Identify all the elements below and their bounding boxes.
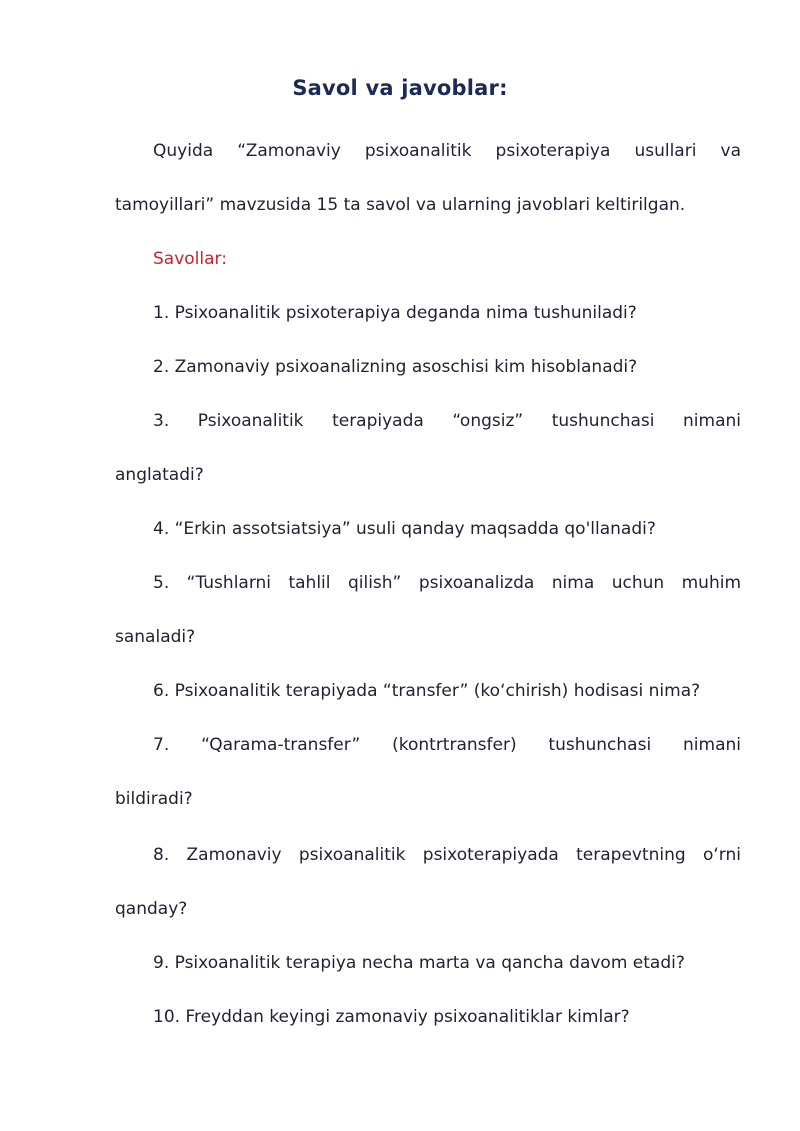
question-6: 6. Psixoanalitik terapiyada “transfer” (ko‘chirish) hodisasi nima? bbox=[153, 681, 701, 701]
question-2: 2. Zamonaviy psixoanalizning asoschisi kim hisoblanadi? bbox=[153, 357, 638, 377]
intro-line-1: Quyida “Zamonaviy psixoanalitik psixoterapiya usullari va bbox=[153, 141, 741, 161]
question-8-line-1: 8. Zamonaviy psixoanalitik psixoterapiyada terapevtning o‘rni bbox=[153, 845, 741, 865]
question-1: 1. Psixoanalitik psixoterapiya deganda nima tushuniladi? bbox=[153, 303, 637, 323]
question-3-line-2: anglatadi? bbox=[115, 465, 204, 485]
question-10: 10. Freyddan keyingi zamonaviy psixoanalitiklar kimlar? bbox=[153, 1007, 630, 1027]
section-label: Savollar: bbox=[153, 249, 227, 269]
question-8-line-2: qanday? bbox=[115, 899, 188, 919]
question-3-line-1: 3. Psixoanalitik terapiyada “ongsiz” tushunchasi nimani bbox=[153, 411, 741, 431]
page-title: Savol va javoblar: bbox=[292, 76, 508, 100]
question-7-line-1: 7. “Qarama-transfer” (kontrtransfer) tushunchasi nimani bbox=[153, 735, 741, 755]
question-7-line-2: bildiradi? bbox=[115, 789, 193, 809]
question-9: 9. Psixoanalitik terapiya necha marta va qancha davom etadi? bbox=[153, 953, 685, 973]
question-5-line-2: sanaladi? bbox=[115, 627, 196, 647]
question-4: 4. “Erkin assotsiatsiya” usuli qanday maqsadda qo'llanadi? bbox=[153, 519, 656, 539]
intro-line-2: tamoyillari” mavzusida 15 ta savol va ularning javoblari keltirilgan. bbox=[115, 195, 686, 215]
question-5-line-1: 5. “Tushlarni tahlil qilish” psixoanalizda nima uchun muhim bbox=[153, 573, 741, 593]
